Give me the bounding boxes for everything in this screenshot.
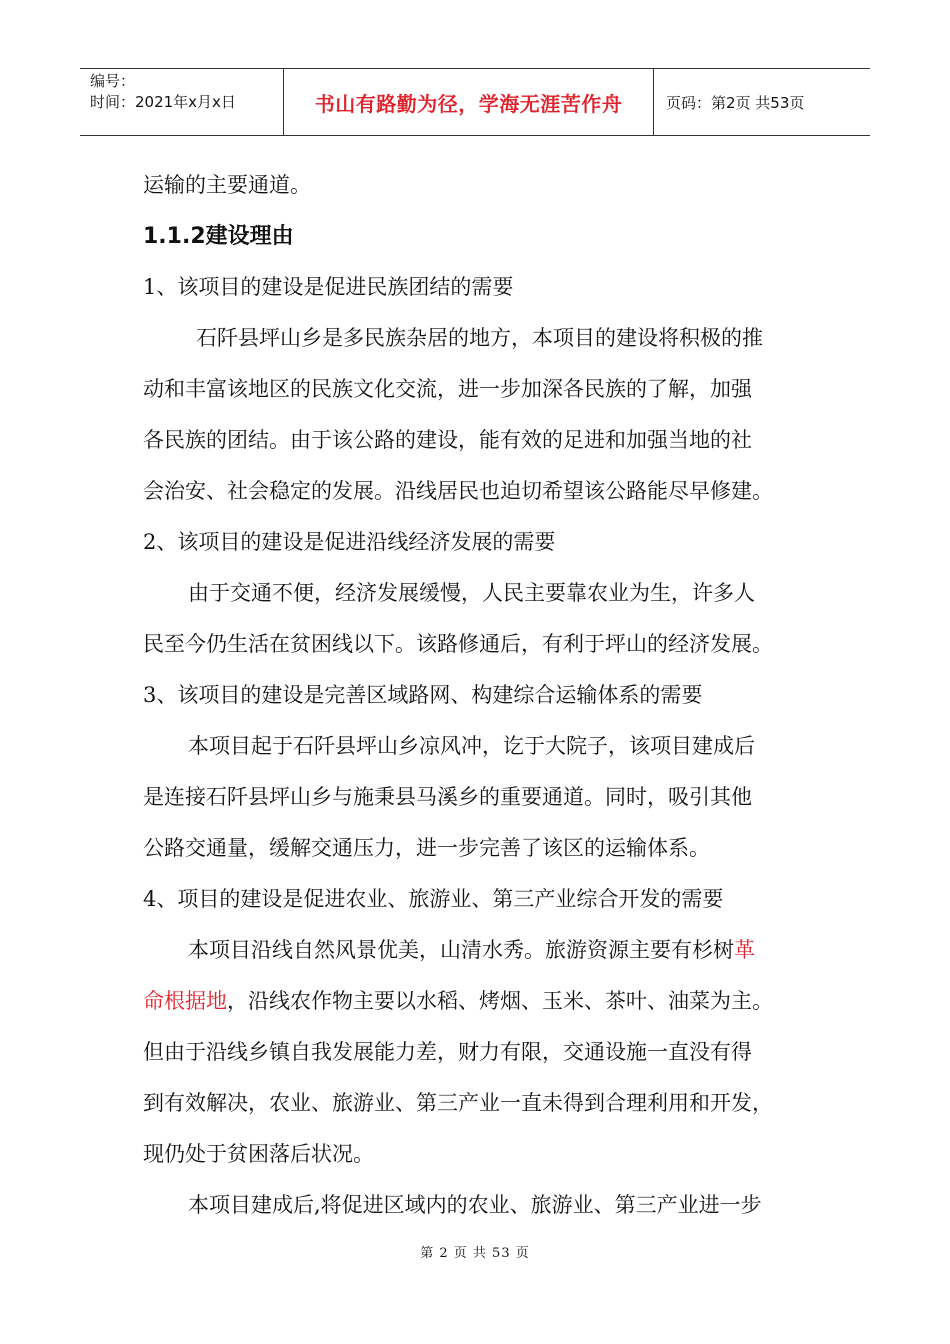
paragraph-line: 是连接石阡县坪山乡与施秉县马溪乡的重要通道。同时，吸引其他 [143, 785, 752, 809]
paragraph-line: 现仍处于贫困落后状况。 [143, 1142, 374, 1166]
list-item-title: 1、该项目的建设是促进民族团结的需要 [143, 275, 514, 299]
highlighted-text: 革 [734, 938, 755, 962]
paragraph-line: 动和丰富该地区的民族文化交流，进一步加深各民族的了解，加强 [143, 377, 752, 401]
document-body [143, 160, 813, 1231]
paragraph-line [143, 925, 813, 976]
paragraph-line: 由于交通不便，经济发展缓慢，人民主要靠农业为生，许多人 [188, 581, 755, 605]
list-item-title: 4、项目的建设是促进农业、旅游业、第三产业综合开发的需要 [143, 887, 724, 911]
paragraph-line [143, 976, 813, 1027]
paragraph-line: 公路交通量，缓解交通压力，进一步完善了该区的运输体系。 [143, 836, 710, 860]
header-motto: 书山有路勤为径，学海无涯苦作舟 [284, 69, 654, 135]
highlighted-text: 命根据地 [143, 989, 227, 1013]
paragraph-line: 运输的主要通道。 [143, 173, 311, 197]
paragraph-line: 民至今仍生活在贫困线以下。该路修通后，有利于坪山的经济发展。 [143, 632, 773, 656]
page-footer: 第 2 页 共 53 页 [420, 1246, 530, 1261]
paragraph-line: 各民族的团结。由于该公路的建设，能有效的足进和加强当地的社 [143, 428, 752, 452]
document-number-label: 编号： [90, 72, 136, 90]
paragraph-line: 会治安、社会稳定的发展。沿线居民也迫切希望该公路能尽早修建。 [143, 479, 773, 503]
paragraph-line: 本项目建成后,将促进区域内的农业、旅游业、第三产业进一步 [188, 1193, 762, 1217]
list-item-title: 3、该项目的建设是完善区域路网、构建综合运输体系的需要 [143, 683, 703, 707]
page-header [80, 68, 870, 136]
paragraph-text: ，沿线农作物主要以水稻、烤烟、玉米、茶叶、油菜为主。 [227, 989, 773, 1013]
paragraph-line: 本项目起于石阡县坪山乡凉风冲，讫于大院子，该项目建成后 [188, 734, 755, 758]
section-heading: 1.1.2建设理由 [143, 224, 294, 249]
header-page-info: 页码：第2页 共53页 [666, 93, 805, 112]
paragraph-line: 石阡县坪山乡是多民族杂居的地方，本项目的建设将积极的推 [196, 326, 763, 350]
paragraph-text: 本项目沿线自然风景优美，山清水秀。旅游资源主要有杉树 [188, 938, 734, 962]
list-item-title: 2、该项目的建设是促进沿线经济发展的需要 [143, 530, 556, 554]
header-meta [80, 69, 284, 135]
paragraph-line: 但由于沿线乡镇自我发展能力差，财力有限，交通设施一直没有得 [143, 1040, 752, 1064]
document-date: 时间：2021年x月x日 [90, 93, 236, 111]
paragraph-line: 到有效解决，农业、旅游业、第三产业一直未得到合理利用和开发， [143, 1091, 773, 1115]
